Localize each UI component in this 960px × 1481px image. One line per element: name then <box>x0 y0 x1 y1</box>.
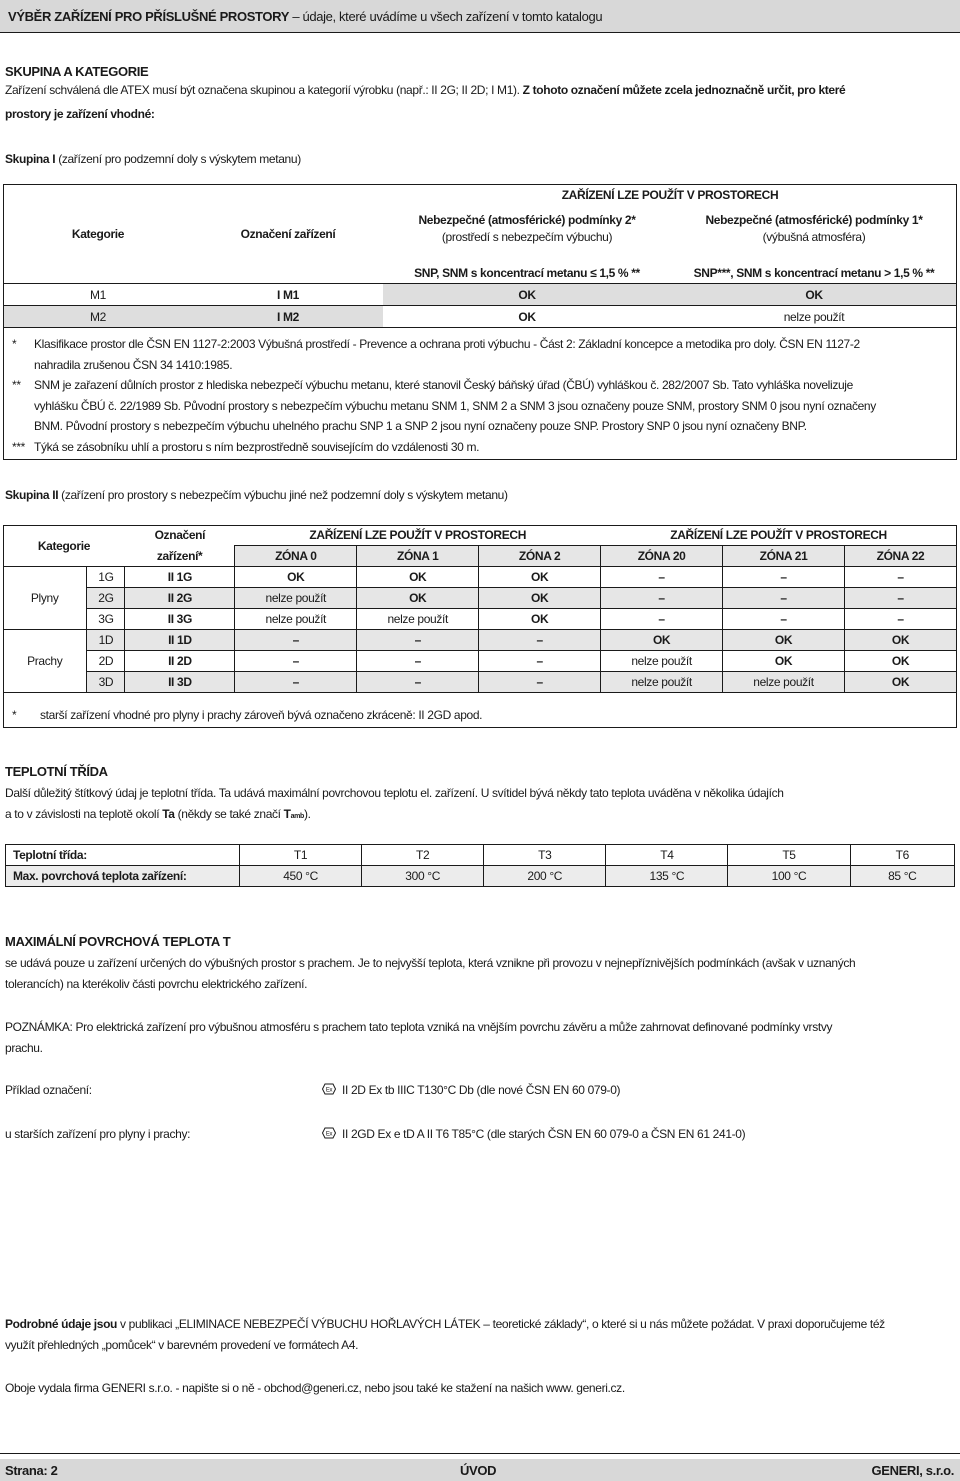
old-marking-label: u starších zařízení pro plyny i prachy: <box>5 1127 191 1141</box>
group2-cell: OK <box>357 567 479 588</box>
group2-col-marking-2: zařízení* <box>156 548 203 563</box>
temp-class-cell: T1 <box>240 845 362 866</box>
temp-class-row2-label: Max. povrchová teplota zařízení: <box>6 866 240 887</box>
ex-hexagon-icon <box>322 1127 336 1139</box>
footnote-1-line2: nahradila zrušenou ČSN 34 1410:1985. <box>34 357 233 372</box>
temp-class-line2 <box>5 804 311 827</box>
group2-can-use-gas: ZAŘÍZENÍ LZE POUŽÍT V PROSTORECH <box>309 528 527 542</box>
group2-cell: nelze použít <box>601 651 723 672</box>
footnote-2-line2: vyhlášku ČBÚ č. 22/1989 Sb. Původní prostory s nebezpečím výbuchu metanu SNM 1, SNM 2 a SNM 3 jsou označeny pouze SNM, prostory SNM 0 jsou nyní označeny <box>34 398 876 413</box>
group1-col-marking: Označení zařízení <box>240 226 336 241</box>
group2-cell: nelze použít <box>235 609 357 630</box>
group1-cell-c1: OK <box>671 284 957 306</box>
group2-cell: – <box>235 651 357 672</box>
header-subtitle: – údaje, které uvádíme u všech zařízení v tomto katalogu <box>292 9 603 24</box>
example-value-wrap <box>322 1080 620 1101</box>
footnote-1-text <box>34 334 952 375</box>
group2-cell: nelze použít <box>357 609 479 630</box>
group2-cell: – <box>845 609 957 630</box>
temp-class-line2-c: (někdy se také značí <box>177 807 281 821</box>
group2-footnote-mark: * <box>12 708 17 722</box>
group1-col-category: Kategorie <box>71 226 125 241</box>
group2-cell-mark: II 3D <box>125 672 235 693</box>
footer-page: Strana: 2 <box>5 1463 58 1478</box>
footnote-2-line1: SNM je zařazení důlních prostor z hlediska nebezpečí výbuchu metanu, které stanovil Český báňský úřad (ČBÚ) vyhláškou č. 282/2007 Sb. Tato vyhláška novelizuje <box>34 378 853 392</box>
group2-cell: OK <box>845 672 957 693</box>
temp-class-cell: T3 <box>484 845 606 866</box>
group1-snp-left: SNP, SNM s koncentrací metanu ≤ 1,5 % ** <box>414 266 640 280</box>
group2-footnote: starší zařízení vhodné pro plyny i prachy zároveň bývá označeno zkráceně: II 2GD apod. <box>40 708 483 722</box>
zone-header: ZÓNA 1 <box>357 546 479 567</box>
group1-cell-cat: M1 <box>3 284 193 306</box>
group2-cell-mark: II 1D <box>125 630 235 651</box>
temp-class-cell: 100 °C <box>728 866 850 887</box>
details-bold: Podrobné údaje jsou <box>5 1317 118 1331</box>
group2-cell: – <box>601 567 723 588</box>
temp-class-cell: T5 <box>728 845 850 866</box>
group2-row <box>3 567 957 588</box>
temp-class-table <box>5 844 955 887</box>
zone-header: ZÓNA 22 <box>845 546 957 567</box>
example-label: Příklad označení: <box>5 1083 92 1097</box>
group2-cell: – <box>723 609 845 630</box>
group2-cell: – <box>479 672 601 693</box>
group2-row <box>3 588 957 609</box>
zone-header: ZÓNA 21 <box>723 546 845 567</box>
group2-cell: – <box>235 630 357 651</box>
group1-row <box>3 306 957 328</box>
group2-row <box>3 630 957 651</box>
group2-cell: OK <box>479 567 601 588</box>
group1-cell-cat: M2 <box>3 306 193 328</box>
group2-cell-cat: 2D <box>87 651 125 672</box>
group2-cell: nelze použít <box>601 672 723 693</box>
group2-group-gas: Plyny <box>3 567 87 630</box>
group1-cell-c1: nelze použít <box>671 306 957 328</box>
example-value: II 2D Ex tb IIIC T130°C Db (dle nové ČSN EN 60 079-0) <box>342 1083 621 1097</box>
group2-cell: – <box>723 567 845 588</box>
zone-header: ZÓNA 2 <box>479 546 601 567</box>
footnote-1-mark: * <box>12 337 17 351</box>
group1-row <box>3 284 957 306</box>
details-line3: Oboje vydala firma GENERI s.r.o. - napište si o ně - obchod@generi.cz, nebo jsou také ke stažení na našich www. generi.cz. <box>5 1381 625 1395</box>
details-line1 <box>5 1314 885 1335</box>
footnote-2-mark: ** <box>12 378 21 392</box>
group2-cell: – <box>601 588 723 609</box>
group2-cell: OK <box>601 630 723 651</box>
group2-cell: – <box>235 672 357 693</box>
temp-class-row <box>6 866 955 887</box>
group2-cell: – <box>357 651 479 672</box>
section-heading-max-temp: MAXIMÁLNÍ POVRCHOVÁ TEPLOTA T <box>5 934 231 949</box>
footnote-2-line3: BNM. Původní prostory s nebezpečím výbuchu uhelného prachu SNP 1 a SNP 2 jsou nyní označeny pouze SNP. Prostory SNP 0 jsou nyní označeny BNP. <box>34 419 807 433</box>
max-temp-line1: se udává pouze u zařízení určených do výbušných prostor s prachem. Je to nejvyšší teplota, která vznikne při provozu v nejnepříznivějších podmínkách (avšak v uznaných <box>5 956 856 970</box>
zone-header: ZÓNA 20 <box>601 546 723 567</box>
group1-title <box>5 149 301 170</box>
group2-cell: OK <box>479 588 601 609</box>
group2-cell: OK <box>723 630 845 651</box>
temp-class-line2-end: ). <box>303 807 311 821</box>
footer-rule <box>0 1453 960 1454</box>
group2-cell: OK <box>479 609 601 630</box>
group2-row <box>3 651 957 672</box>
group2-group-dust: Prachy <box>3 630 87 693</box>
group2-cell: – <box>845 567 957 588</box>
group2-title <box>5 485 508 506</box>
temp-class-cell: 85 °C <box>850 866 954 887</box>
group2-title-bold: Skupina II <box>5 488 59 502</box>
group2-cell: – <box>723 588 845 609</box>
group2-row <box>3 609 957 630</box>
group1-cond2-title: Nebezpečné (atmosférické) podmínky 2* <box>418 213 636 227</box>
group2-can-use-dust: ZAŘÍZENÍ LZE POUŽÍT V PROSTORECH <box>670 528 887 542</box>
temp-class-cell: T2 <box>362 845 484 866</box>
footnote-2-text <box>34 375 952 437</box>
max-temp-line2: tolerancích) na kterékoliv části povrchu elektrického zařízení. <box>5 977 308 991</box>
group2-cell: – <box>357 630 479 651</box>
group1-table <box>3 184 957 328</box>
group2-cell-mark: II 2G <box>125 588 235 609</box>
temp-class-cell: 135 °C <box>606 866 728 887</box>
max-temp-note-line2: prachu. <box>5 1041 43 1055</box>
temp-class-cell: T4 <box>606 845 728 866</box>
group2-cell: nelze použít <box>723 672 845 693</box>
temp-class-line2-amb: amb <box>290 813 304 820</box>
temp-class-row <box>6 845 955 866</box>
temp-class-cell: 300 °C <box>362 866 484 887</box>
footnote-3-mark: *** <box>12 440 25 454</box>
old-marking-value: II 2GD Ex e tD A II T6 T85°C (dle starých ČSN EN 60 079-0 a ČSN EN 61 241-0) <box>342 1127 746 1141</box>
group2-cell: OK <box>845 630 957 651</box>
group2-cell-cat: 1D <box>87 630 125 651</box>
footnote-1-line1: Klasifikace prostor dle ČSN EN 1127-2:2003 Výbušná prostředí - Prevence a ochrana proti výbuchu - Část 2: Základní koncepce a metodika pro doly. ČSN EN 1127-2 <box>34 337 860 351</box>
temp-class-row1-label: Teplotní třída: <box>6 845 240 866</box>
temp-class-cell: 450 °C <box>240 866 362 887</box>
group2-cell-mark: II 1G <box>125 567 235 588</box>
group1-cell-c2: OK <box>383 306 671 328</box>
group1-cond1-cell <box>671 206 957 252</box>
zone-header: ZÓNA 0 <box>235 546 357 567</box>
svg-text:Ex: Ex <box>325 1131 333 1138</box>
group2-cell: OK <box>235 567 357 588</box>
group2-cell: OK <box>845 651 957 672</box>
temp-class-line2-a: a to v závislosti na teplotě okolí <box>5 807 160 821</box>
group1-cond1-sub: (výbušná atmosféra) <box>762 230 866 244</box>
footer-company: GENERI, s.r.o. <box>871 1463 954 1478</box>
group2-row <box>3 672 957 693</box>
group2-cell: nelze použít <box>235 588 357 609</box>
temp-class-cell: T6 <box>850 845 954 866</box>
group2-cell: – <box>357 672 479 693</box>
section-heading-temp-class: TEPLOTNÍ TŘÍDA <box>5 764 108 779</box>
group2-cell: – <box>845 588 957 609</box>
temp-class-cell: 200 °C <box>484 866 606 887</box>
group2-cell: – <box>479 630 601 651</box>
group1-snp-right: SNP***, SNM s koncentrací metanu > 1,5 % ** <box>693 266 935 280</box>
section-heading-group-category: SKUPINA A KATEGORIE <box>5 64 149 79</box>
group2-cell: – <box>479 651 601 672</box>
temp-class-line2-t: T <box>283 807 291 821</box>
group2-col-category: Kategorie <box>37 538 91 553</box>
group2-cell: OK <box>357 588 479 609</box>
group2-title-rest: (zařízení pro prostory s nebezpečím výbuchu jiné než podzemní doly s výskytem metanu) <box>61 488 508 502</box>
details-text: v publikaci „ELIMINACE NEBEZPEČÍ VÝBUCHU HOŘLAVÝCH LÁTEK – teoretické základy“, o které si u nás můžete požádat. V praxi doporučujeme též <box>120 1317 885 1331</box>
header-title: VÝBĚR ZAŘÍZENÍ PRO PŘÍSLUŠNÉ PROSTORY <box>8 9 290 24</box>
page-header-title <box>8 9 602 24</box>
group2-cell-mark: II 3G <box>125 609 235 630</box>
group2-cell-mark: II 2D <box>125 651 235 672</box>
footnote-3-text: Týká se zásobníku uhlí a prostoru s ním bezprostředně souvisejícím do vzdálenosti 30 m. <box>34 440 480 454</box>
group1-title-rest: (zařízení pro podzemní doly s výskytem metanu) <box>58 152 301 166</box>
details-line2: využít přehledných „pomůcek“ v barevném provedení ve formátech A4. <box>5 1338 359 1352</box>
group2-cell: – <box>601 609 723 630</box>
group1-cond2-sub: (prostředí s nebezpečím výbuchu) <box>441 230 613 244</box>
group2-cell-cat: 1G <box>87 567 125 588</box>
group2-cell: OK <box>723 651 845 672</box>
group2-col-marking-1: Označení <box>154 528 206 543</box>
header-rule <box>0 32 960 33</box>
temp-class-line1: Další důležitý štítkový údaj je teplotní třída. Ta udává maximální povrchovou teplotu el. zařízení. U svítidel bývá někdy tato teplota uváděna v několika údajích <box>5 786 784 800</box>
footer-section: ÚVOD <box>460 1463 497 1478</box>
group1-cond1-title: Nebezpečné (atmosférické) podmínky 1* <box>705 213 923 227</box>
group-category-text-bold-2: prostory je zařízení vhodné: <box>5 107 155 121</box>
group1-can-use-header: ZAŘÍZENÍ LZE POUŽÍT V PROSTORECH <box>561 188 779 202</box>
svg-text:Ex: Ex <box>325 1087 333 1094</box>
group1-title-bold: Skupina I <box>5 152 56 166</box>
group-category-text-plain: Zařízení schválená dle ATEX musí být označena skupinou a kategorií výrobku (např.: II 2G; II 2D; I M1). <box>5 83 520 97</box>
group2-cell-cat: 2G <box>87 588 125 609</box>
group1-cell-mark: I M2 <box>193 306 383 328</box>
ex-hexagon-icon <box>322 1083 336 1095</box>
old-marking-value-wrap <box>322 1124 745 1145</box>
group2-cell-cat: 3D <box>87 672 125 693</box>
group2-table <box>3 525 957 693</box>
group2-cell-cat: 3G <box>87 609 125 630</box>
max-temp-note-line1: POZNÁMKA: Pro elektrická zařízení pro výbušnou atmosféru s prachem tato teplota vzniká na vnějším povrchu závěru a může zahrnovat definované podmínky vrstvy <box>5 1020 833 1034</box>
temp-class-line2-ta: Ta <box>162 807 175 821</box>
group-category-text-bold-1: Z tohoto označení můžete zcela jednoznačně určit, pro které <box>522 83 846 97</box>
group1-cell-c2: OK <box>383 284 671 306</box>
group1-cell-mark: I M1 <box>193 284 383 306</box>
group-category-text-line1 <box>5 80 845 101</box>
group1-cond2-cell <box>383 206 671 252</box>
